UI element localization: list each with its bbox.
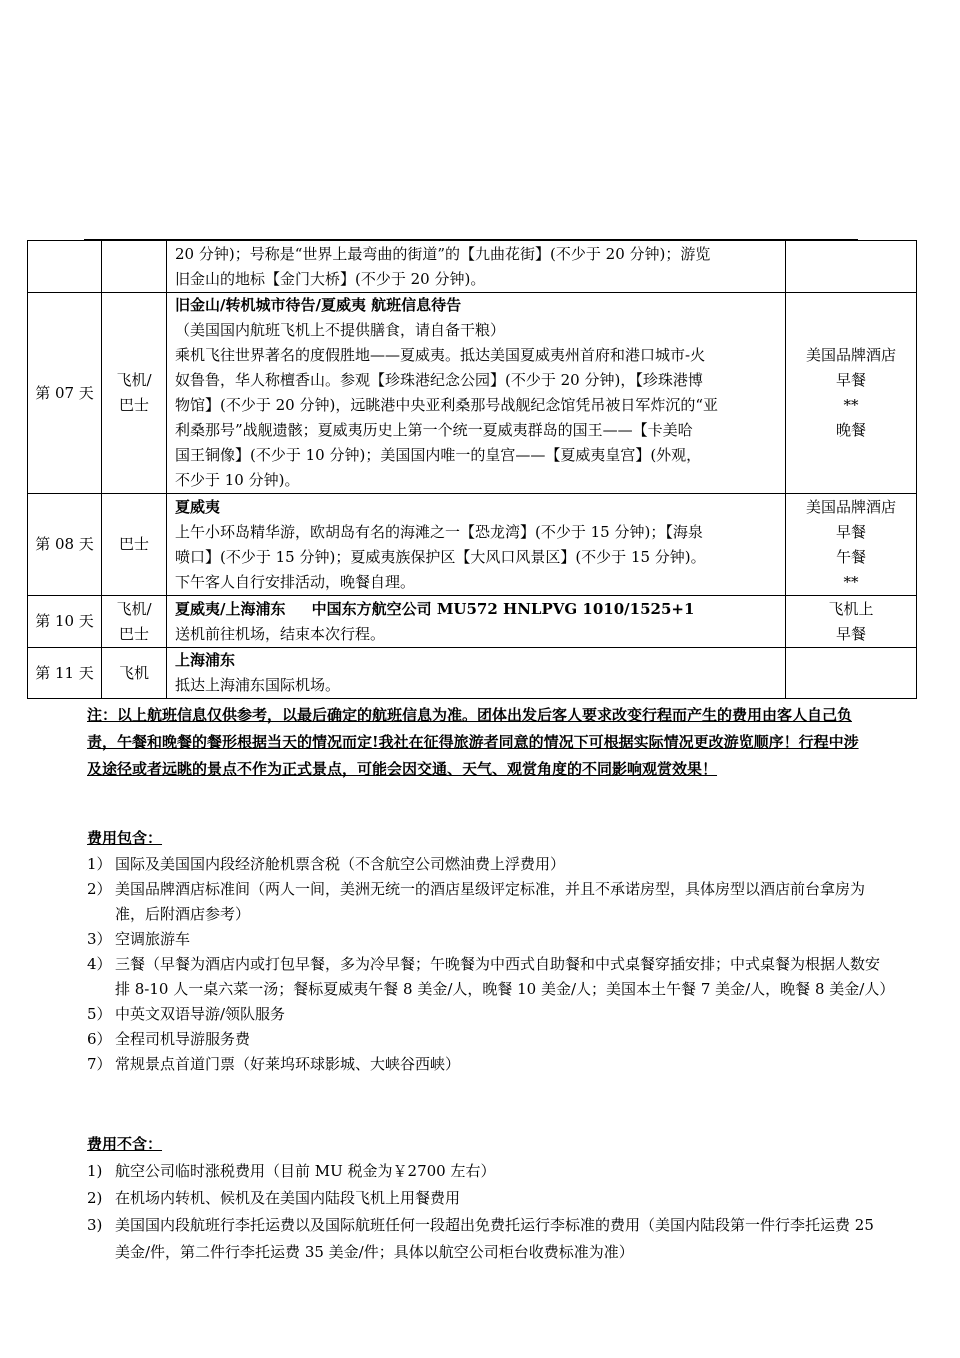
- list-item: [87, 1002, 887, 1027]
- description-line: 利桑那号”战舰遗骸；夏威夷历史上第一个统一夏威夷群岛的国王——【卡美哈: [175, 421, 693, 439]
- item-number: 4）: [87, 955, 112, 973]
- hotel-meal-cell: [786, 241, 917, 293]
- meal-line: 早餐: [835, 624, 866, 643]
- day-title: 夏威夷/上海浦东 中国东方航空公司 MU572 HNLPVG 1010/1525+1: [175, 599, 695, 618]
- item-text: 中英文双语导游/领队服务: [115, 1005, 286, 1023]
- list-item: [87, 1052, 887, 1077]
- transport-cell: [102, 241, 167, 293]
- description-line: 不少于 10 分钟)。: [175, 471, 300, 489]
- description-line: 乘机飞往世界著名的度假胜地——夏威夷。抵达美国夏威夷州首府和港口城市-火: [175, 346, 706, 364]
- transport-cell: [102, 648, 167, 699]
- list-item: [87, 1027, 887, 1052]
- itinerary-row: [28, 648, 917, 699]
- meal-line: 晚餐: [835, 421, 866, 439]
- itinerary-row: [28, 596, 917, 648]
- description-line: 喷口】(不少于 15 分钟)；夏威夷族保护区【大风口风景区】(不少于 15 分钟)。: [175, 547, 706, 566]
- hotel-line: 美国品牌酒店: [805, 497, 896, 516]
- description-line: 奴鲁鲁，华人称檀香山。参观【珍珠港纪念公园】(不少于 20 分钟)，【珍珠港博: [175, 371, 703, 389]
- description-cell: [167, 648, 786, 699]
- meal-line: 午餐: [835, 547, 866, 566]
- flight-note: 注：以上航班信息仅供参考，以最后确定的航班信息为准。团体出发后客人要求改变行程而产生的费用由客人自己负责，午餐和晚餐的餐形根据当天的情况而定!我社在征得旅游者同意的情况下可根据实际情况更改游览顺序！行程中涉及途径或者远眺的景点不作为正式景点，可能会因交通、天气、观赏角度的不同影响观赏效果！: [87, 706, 859, 778]
- meal-line: **: [843, 396, 859, 414]
- description-line: 20 分钟)；号称是“世界上最弯曲的街道”的【九曲花街】(不少于 20 分钟)；游览: [175, 244, 711, 263]
- excluded-heading: 费用不含：: [87, 1135, 163, 1153]
- description-line: 旧金山的地标【金门大桥】(不少于 20 分钟)。: [175, 269, 486, 288]
- item-number: 2）: [87, 880, 112, 898]
- list-item: [87, 1185, 887, 1212]
- description-line: 抵达上海浦东国际机场。: [175, 676, 341, 694]
- list-item: [87, 1212, 887, 1266]
- item-text: 空调旅游车: [115, 930, 191, 948]
- item-number: 1）: [87, 855, 112, 873]
- item-number: 6）: [87, 1030, 112, 1048]
- excluded-list: [87, 1158, 887, 1266]
- description-cell: [167, 494, 786, 596]
- included-list: [87, 852, 895, 1077]
- meal-line: **: [843, 572, 859, 591]
- hotel-meal-cell: [786, 648, 917, 699]
- item-text: 在机场内转机、候机及在美国内陆段飞机上用餐费用: [115, 1189, 461, 1207]
- day-cell: 第 10 天: [28, 596, 102, 648]
- item-number: 7）: [87, 1055, 112, 1073]
- day-cell: 第 08 天: [28, 494, 102, 596]
- transport-line: 飞机/: [116, 371, 152, 389]
- description-line: 送机前往机场，结束本次行程。: [175, 624, 386, 643]
- meal-line: 早餐: [835, 522, 866, 541]
- transport-cell: [102, 596, 167, 648]
- day-cell: 第 11 天: [28, 648, 102, 699]
- transport-cell: [102, 494, 167, 596]
- description-line: 上午小环岛精华游，欧胡岛有名的海滩之一【恐龙湾】(不少于 15 分钟)；【海泉: [175, 522, 703, 541]
- itinerary-row: [28, 494, 917, 596]
- included-section: [87, 826, 895, 1077]
- description-line: 物馆】(不少于 20 分钟)，远眺港中央亚利桑那号战舰纪念馆凭吊被日军炸沉的“亚: [175, 396, 718, 414]
- item-text: 美国国内段航班行李托运费以及国际航班任何一段超出免费托运行李标准的费用（美国内陆段第一件行李托运费 25 美金/件，第二件行李托运费 35 美金/件；具体以航空公司柜台收费标准为准）: [115, 1216, 874, 1261]
- item-text: 三餐（早餐为酒店内或打包早餐，多为冷早餐；午晚餐为中西式自助餐和中式桌餐穿插安排；中式桌餐为根据人数安排 8-10 人一桌六菜一汤；餐标夏威夷午餐 8 美金/人，晚餐 10 美金/人；美国本土午餐 7 美金/人，晚餐 8 美金/人）: [115, 955, 895, 998]
- transport-line: 飞机: [118, 663, 149, 682]
- description-line: （美国国内航班飞机上不提供膳食，请自备干粮）: [175, 321, 506, 339]
- description-line: 下午客人自行安排活动，晚餐自理。: [175, 572, 416, 591]
- item-text: 航空公司临时涨税费用（目前 MU 税金为￥2700 左右）: [115, 1162, 496, 1180]
- transport-line: 巴士: [118, 535, 149, 553]
- description-cell: [167, 596, 786, 648]
- list-item: [87, 927, 887, 952]
- meal-line: 早餐: [835, 371, 866, 389]
- transport-line: 飞机/: [116, 599, 152, 618]
- list-item: [87, 1158, 887, 1185]
- item-number: 2): [87, 1189, 103, 1207]
- hotel-meal-cell: [786, 596, 917, 648]
- itinerary-table: [27, 240, 917, 699]
- item-number: 3): [87, 1216, 103, 1234]
- hotel-line: 飞机上: [828, 599, 874, 618]
- description-cell: [167, 293, 786, 494]
- hotel-line: 美国品牌酒店: [805, 346, 896, 364]
- item-number: 1): [87, 1162, 103, 1180]
- hotel-meal-cell: [786, 494, 917, 596]
- transport-cell: [102, 293, 167, 494]
- item-text: 美国品牌酒店标准间（两人一间，美洲无统一的酒店星级评定标准，并且不承诺房型，具体房型以酒店前台拿房为准，后附酒店参考）: [115, 880, 866, 923]
- included-heading: 费用包含：: [87, 829, 163, 847]
- day-title: 夏威夷: [175, 497, 221, 516]
- description-cell: [167, 241, 786, 293]
- transport-line: 巴士: [118, 396, 149, 414]
- itinerary-row: [28, 293, 917, 494]
- itinerary-row: [28, 241, 917, 293]
- item-text: 全程司机导游服务费: [115, 1030, 251, 1048]
- item-text: 常规景点首道门票（好莱坞环球影城、大峡谷西峡）: [115, 1055, 461, 1073]
- item-number: 5）: [87, 1005, 112, 1023]
- list-item: [87, 877, 887, 927]
- item-number: 3）: [87, 930, 112, 948]
- transport-line: 巴士: [118, 624, 149, 643]
- list-item: [87, 852, 887, 877]
- hotel-meal-cell: [786, 293, 917, 494]
- day-cell: 第 07 天: [28, 293, 102, 494]
- excluded-section: [87, 1132, 887, 1266]
- description-line: 国王铜像】(不少于 10 分钟)；美国国内唯一的皇宫——【夏威夷皇宫】(外观，: [175, 446, 702, 464]
- item-text: 国际及美国国内段经济舱机票含税（不含航空公司燃油费上浮费用）: [115, 855, 566, 873]
- list-item: [87, 952, 895, 1002]
- day-cell: [28, 241, 102, 293]
- day-title: 上海浦东: [175, 651, 236, 669]
- day-title: 旧金山/转机城市待告/夏威夷 航班信息待告: [175, 296, 462, 314]
